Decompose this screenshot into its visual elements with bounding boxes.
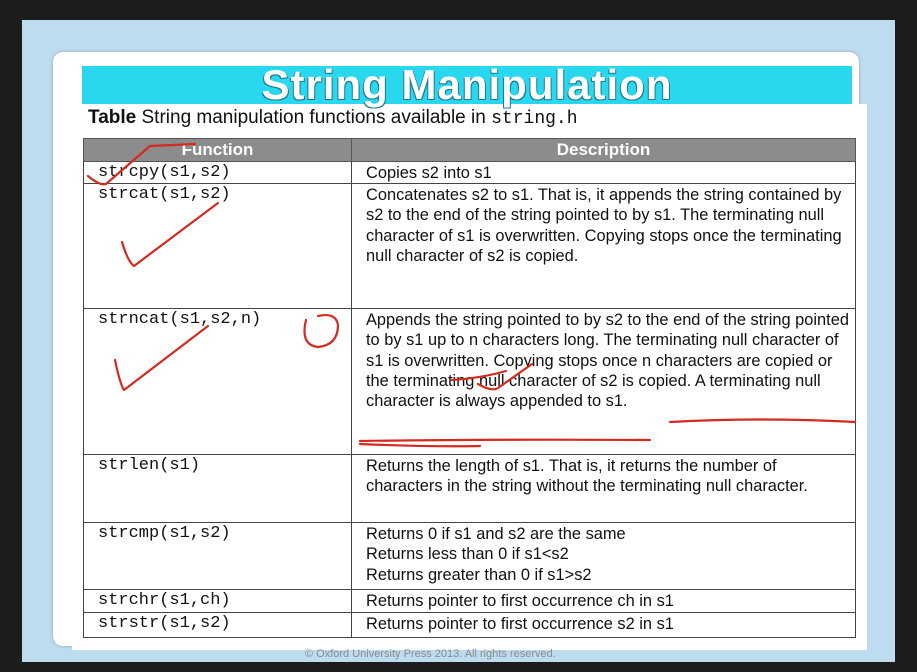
table-header-row xyxy=(84,139,856,162)
copyright-footer: © Oxford University Press 2013. All rights reserved. xyxy=(305,648,556,660)
function-name: strcmp(s1,s2) xyxy=(84,523,352,590)
function-description: Returns the length of s1. That is, it returns the number of characters in the string without the terminating null character. xyxy=(352,455,856,523)
table-row xyxy=(84,162,856,184)
function-name: strlen(s1) xyxy=(84,455,352,523)
caption-label: Table xyxy=(88,107,137,128)
caption-header-file: string.h xyxy=(491,109,578,129)
function-description: Copies s2 into s1 xyxy=(352,162,856,184)
function-description: Concatenates s2 to s1. That is, it appends the string contained by s2 to the end of the string pointed to by s1. The terminating null character of s1 is overwritten. Copying stops once the terminating null character of s2 is copied. xyxy=(352,184,856,309)
functions-table xyxy=(83,138,856,638)
table-row xyxy=(84,184,856,309)
function-name: strcpy(s1,s2) xyxy=(84,162,352,184)
column-header-function: Function xyxy=(84,139,352,162)
table-row xyxy=(84,455,856,523)
function-description: Returns pointer to first occurrence ch in s1 xyxy=(352,590,856,613)
function-description: Returns pointer to first occurrence s2 in s1 xyxy=(352,613,856,638)
function-name: strncat(s1,s2,n) xyxy=(84,309,352,455)
table-caption xyxy=(88,107,578,129)
function-name: strcat(s1,s2) xyxy=(84,184,352,309)
function-description: Returns 0 if s1 and s2 are the same Returns less than 0 if s1<s2 Returns greater than 0 if s1>s2 xyxy=(352,523,856,590)
function-name: strstr(s1,s2) xyxy=(84,613,352,638)
viewer-top-bar xyxy=(0,0,917,20)
function-name: strchr(s1,ch) xyxy=(84,590,352,613)
table-row xyxy=(84,590,856,613)
function-description: Appends the string pointed to by s2 to the end of the string pointed to by s1 up to n characters long. The terminating null character of s1 is overwritten. Copying stops once n characters are copied or the terminating null character of s2 is copied. A terminating null character is always appended to s1. xyxy=(352,309,856,455)
slide-title: String Manipulation xyxy=(261,61,673,108)
table-row xyxy=(84,613,856,638)
table-row xyxy=(84,309,856,455)
caption-text: String manipulation functions available in xyxy=(136,107,492,128)
table-row xyxy=(84,523,856,590)
column-header-description: Description xyxy=(352,139,856,162)
